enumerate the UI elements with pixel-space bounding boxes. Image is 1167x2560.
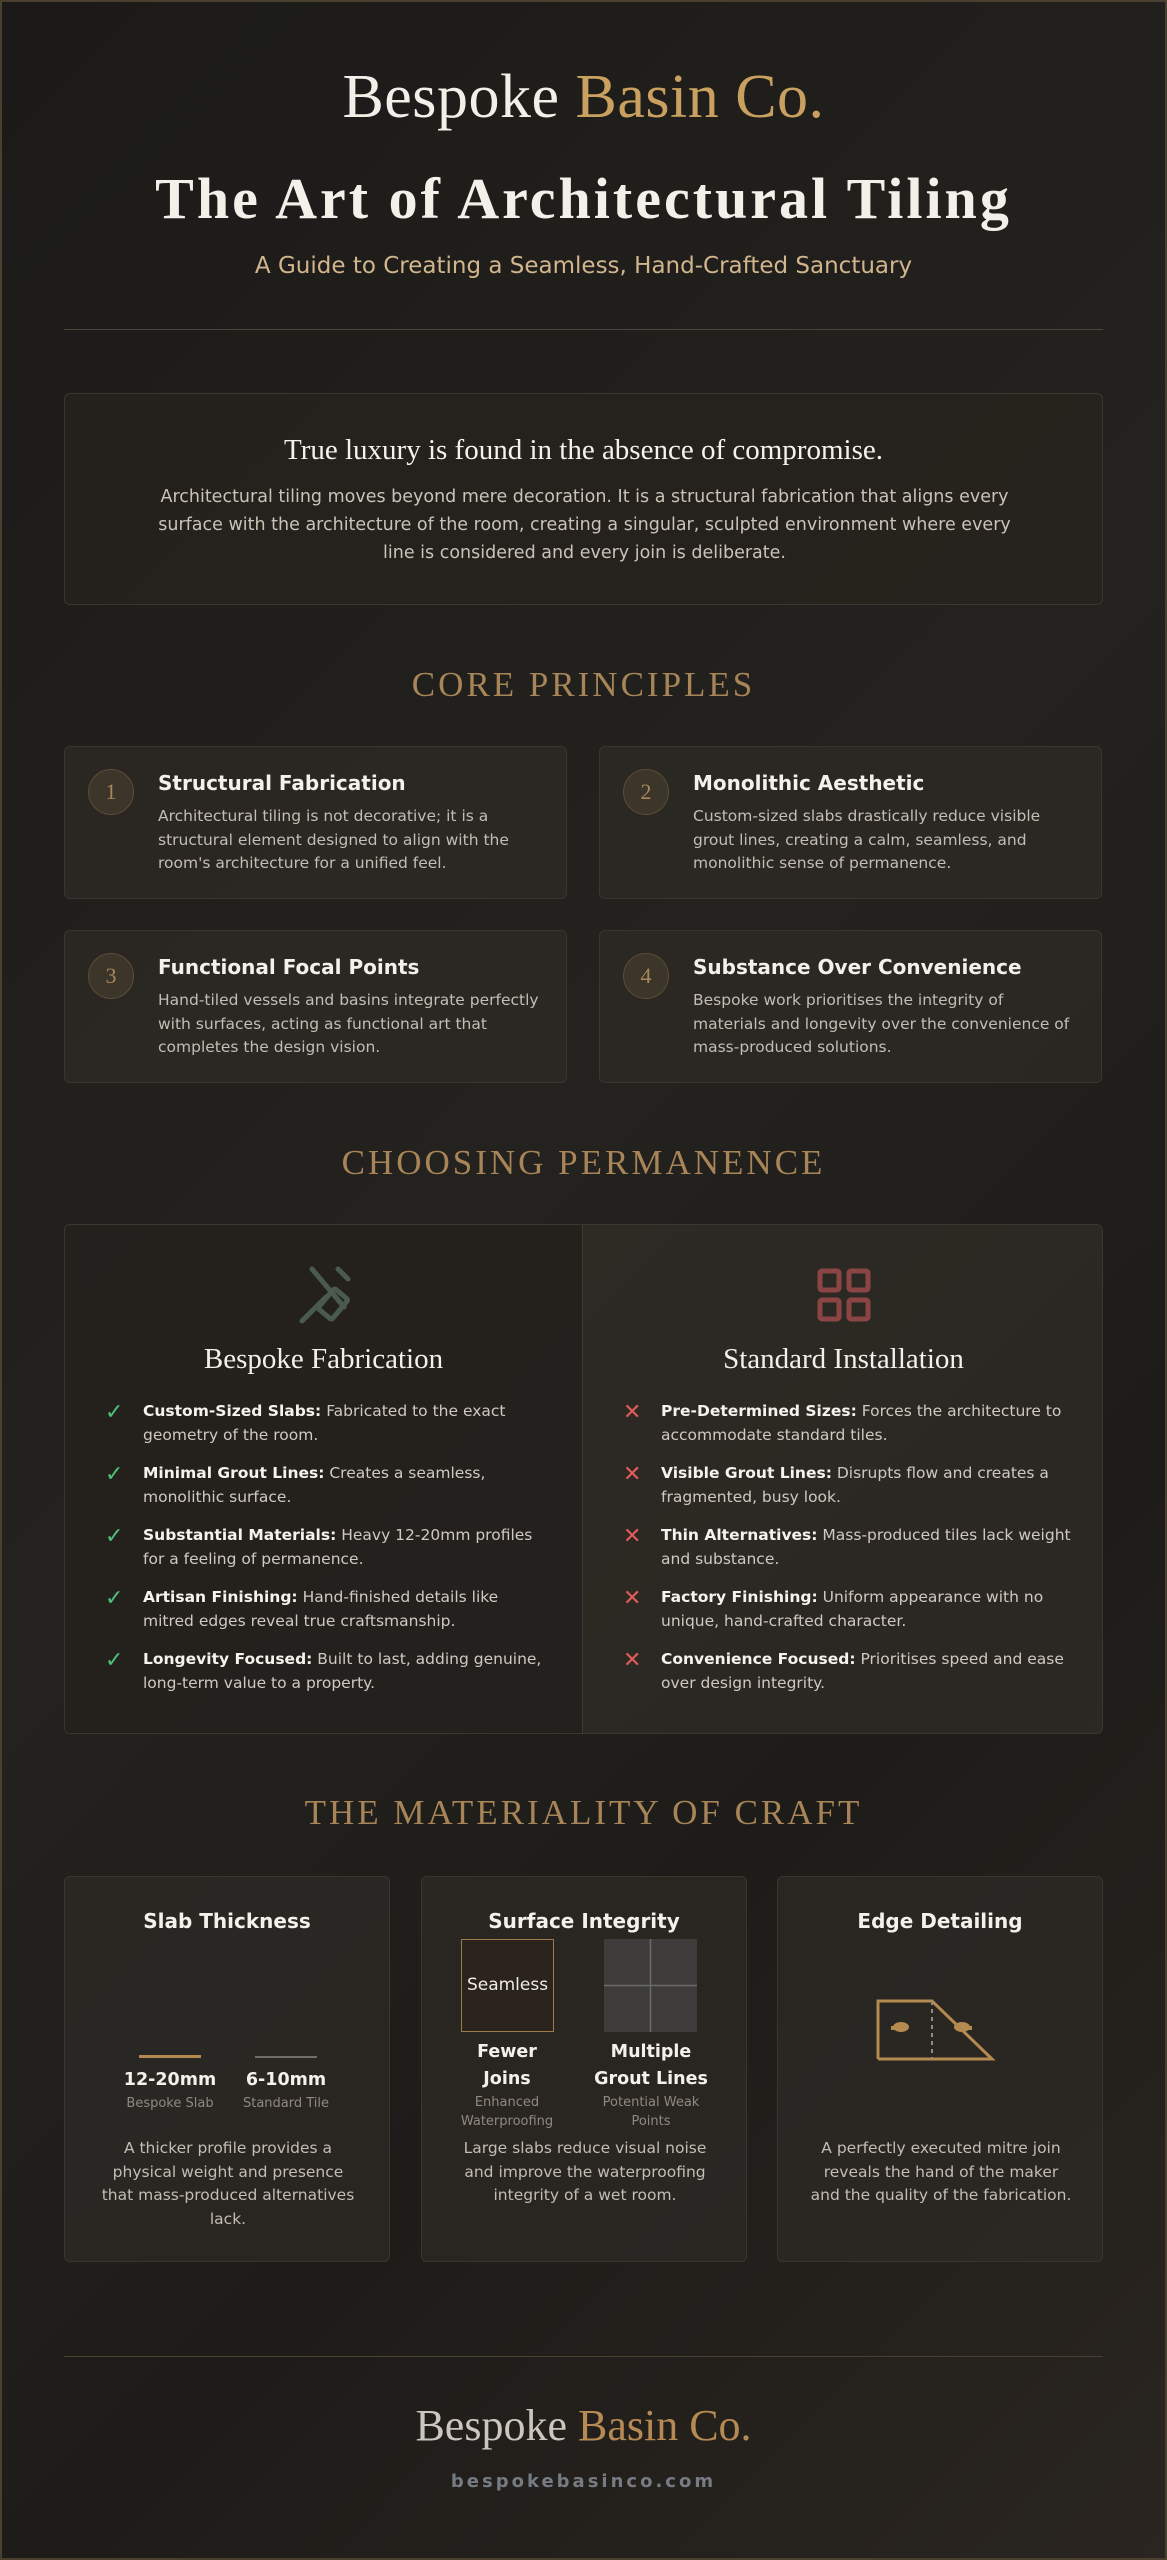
item-text: Built to last, adding genuine, long-term value to a property. <box>143 1650 542 1692</box>
item-label: Thin Alternatives: <box>661 1526 818 1544</box>
cross-icon: ✕ <box>623 1462 642 1487</box>
materiality-heading: THE MATERIALITY OF CRAFT <box>304 1793 863 1832</box>
standard-tile-bar <box>255 2056 317 2058</box>
item-text: Heavy 12-20mm profiles for a feeling of permanence. <box>143 1526 533 1568</box>
slab-thickness-card <box>64 1876 390 2262</box>
principle-card <box>64 746 567 899</box>
card-description: A thicker profile provides a physical weight and presence that mass-produced alternatives lack. <box>101 2139 355 2228</box>
principle-text: Bespoke work prioritises the integrity of materials and longevity over the convenience of mass-produced solutions. <box>693 991 1070 1056</box>
item-text: Hand-finished details like mitred edges reveal true craftsmanship. <box>143 1588 499 1630</box>
card-title: Surface Integrity <box>488 1909 680 1933</box>
intro-body: Architectural tiling moves beyond mere decoration. It is a structural fabrication that aligns every surface with the architecture of the room, creating a singular, sculpted environment where every line is considered and every join is deliberate. <box>158 487 1011 563</box>
tools-icon <box>292 1263 356 1327</box>
principle-number-badge: 2 <box>623 769 669 815</box>
principle-card <box>599 930 1102 1083</box>
cross-icon: ✕ <box>623 1648 642 1673</box>
bespoke-slab-bar <box>139 2055 201 2058</box>
brand-word-1: Bespoke <box>342 63 560 131</box>
check-icon: ✓ <box>105 1462 124 1487</box>
principle-title: Monolithic Aesthetic <box>693 771 925 795</box>
item-text: Creates a seamless, monolithic surface. <box>143 1464 486 1506</box>
check-icon: ✓ <box>105 1400 124 1425</box>
permanence-heading: CHOOSING PERMANENCE <box>341 1143 826 1182</box>
item-label: Visible Grout Lines: <box>661 1464 832 1482</box>
grout-lines-sub: Potential Weak Points <box>602 2095 700 2129</box>
principle-number-badge: 3 <box>88 953 134 999</box>
grout-grid-swatch <box>604 1939 697 2032</box>
principle-number-badge: 1 <box>88 769 134 815</box>
item-label: Custom-Sized Slabs: <box>143 1402 322 1420</box>
footer-divider <box>64 2356 1103 2357</box>
item-label: Longevity Focused: <box>143 1650 313 1668</box>
item-label: Factory Finishing: <box>661 1588 818 1606</box>
bespoke-title: Bespoke Fabrication <box>203 1343 444 1375</box>
card-description: A perfectly executed mitre join reveals the hand of the maker and the quality of the fabrication. <box>810 2139 1072 2204</box>
page-subtitle: A Guide to Creating a Seamless, Hand-Crafted Sanctuary <box>254 253 913 279</box>
bespoke-label: Bespoke Slab <box>126 2096 214 2111</box>
item-label: Convenience Focused: <box>661 1650 856 1668</box>
header-divider <box>64 329 1103 330</box>
check-icon: ✓ <box>105 1648 124 1673</box>
item-label: Minimal Grout Lines: <box>143 1464 325 1482</box>
item-text: Fabricated to the exact geometry of the room. <box>143 1402 506 1444</box>
grid-icon <box>812 1263 876 1327</box>
standard-label: Standard Tile <box>242 2096 330 2111</box>
standard-value: 6-10mm <box>245 2070 327 2090</box>
bespoke-column <box>65 1225 583 1733</box>
principle-number-badge: 4 <box>623 953 669 999</box>
principle-text: Hand-tiled vessels and basins integrate perfectly with surfaces, acting as functional art that completes the design vision. <box>158 991 539 1056</box>
seamless-swatch: Seamless <box>461 1939 554 2032</box>
intro-heading: True luxury is found in the absence of compromise. <box>284 434 883 466</box>
principle-card <box>64 930 567 1083</box>
principle-card <box>599 746 1102 899</box>
fewer-joins-block <box>452 2039 562 2131</box>
card-title: Edge Detailing <box>857 1909 1023 1933</box>
card-description: Large slabs reduce visual noise and improve the waterproofing integrity of a wet room. <box>463 2139 707 2204</box>
cross-icon: ✕ <box>623 1524 642 1549</box>
surface-integrity-card <box>421 1876 747 2262</box>
standard-column <box>583 1225 1103 1733</box>
item-label: Artisan Finishing: <box>143 1588 298 1606</box>
item-label: Substantial Materials: <box>143 1526 337 1544</box>
cross-icon: ✕ <box>623 1400 642 1425</box>
principle-title: Structural Fabrication <box>158 771 406 795</box>
intro-card <box>64 393 1103 605</box>
brand-logo <box>0 62 1167 133</box>
check-icon: ✓ <box>105 1524 124 1549</box>
principles-heading: CORE PRINCIPLES <box>411 665 756 704</box>
principle-title: Functional Focal Points <box>158 955 420 979</box>
item-text: Mass-produced tiles lack weight and substance. <box>661 1526 1071 1568</box>
item-text: Disrupts flow and creates a fragmented, busy look. <box>661 1464 1049 1506</box>
fewer-joins-title: Fewer Joins <box>477 2042 537 2089</box>
item-label: Pre-Determined Sizes: <box>661 1402 857 1420</box>
mitre-join-icon <box>874 1997 998 2063</box>
footer-brand-word-2: Basin Co. <box>577 2401 752 2450</box>
standard-title: Standard Installation <box>723 1343 964 1375</box>
card-title: Slab Thickness <box>143 1909 311 1933</box>
principle-text: Architectural tiling is not decorative; it is a structural element designed to align with the room's architecture for a unified feel. <box>158 807 509 872</box>
cross-icon: ✕ <box>623 1586 642 1611</box>
comparison-table <box>64 1224 1103 1734</box>
principle-text: Custom-sized slabs drastically reduce visible grout lines, creating a calm, seamless, and monolithic sense of permanence. <box>693 807 1041 872</box>
fewer-joins-sub: Enhanced Waterproofing <box>460 2095 554 2129</box>
footer-brand-word-1: Bespoke <box>415 2401 567 2450</box>
footer-url-link[interactable]: bespokebasinco.com <box>450 2471 717 2492</box>
check-icon: ✓ <box>105 1586 124 1611</box>
grout-lines-block <box>594 2039 708 2131</box>
bespoke-measure <box>110 2067 230 2113</box>
item-text: Uniform appearance with no unique, hand-crafted character. <box>661 1588 1044 1630</box>
brand-word-2: Basin Co. <box>575 63 825 131</box>
standard-measure <box>226 2067 346 2113</box>
grout-lines-title: Multiple Grout Lines <box>594 2042 708 2089</box>
principle-title: Substance Over Convenience <box>693 955 1022 979</box>
bespoke-value: 12-20mm <box>123 2070 217 2090</box>
page-title: The Art of Architectural Tiling <box>155 166 1012 231</box>
item-text: Forces the architecture to accommodate standard tiles. <box>661 1402 1062 1444</box>
edge-detailing-card <box>777 1876 1103 2262</box>
item-text: Prioritises speed and ease over design integrity. <box>661 1650 1064 1692</box>
footer-brand <box>0 2400 1167 2451</box>
